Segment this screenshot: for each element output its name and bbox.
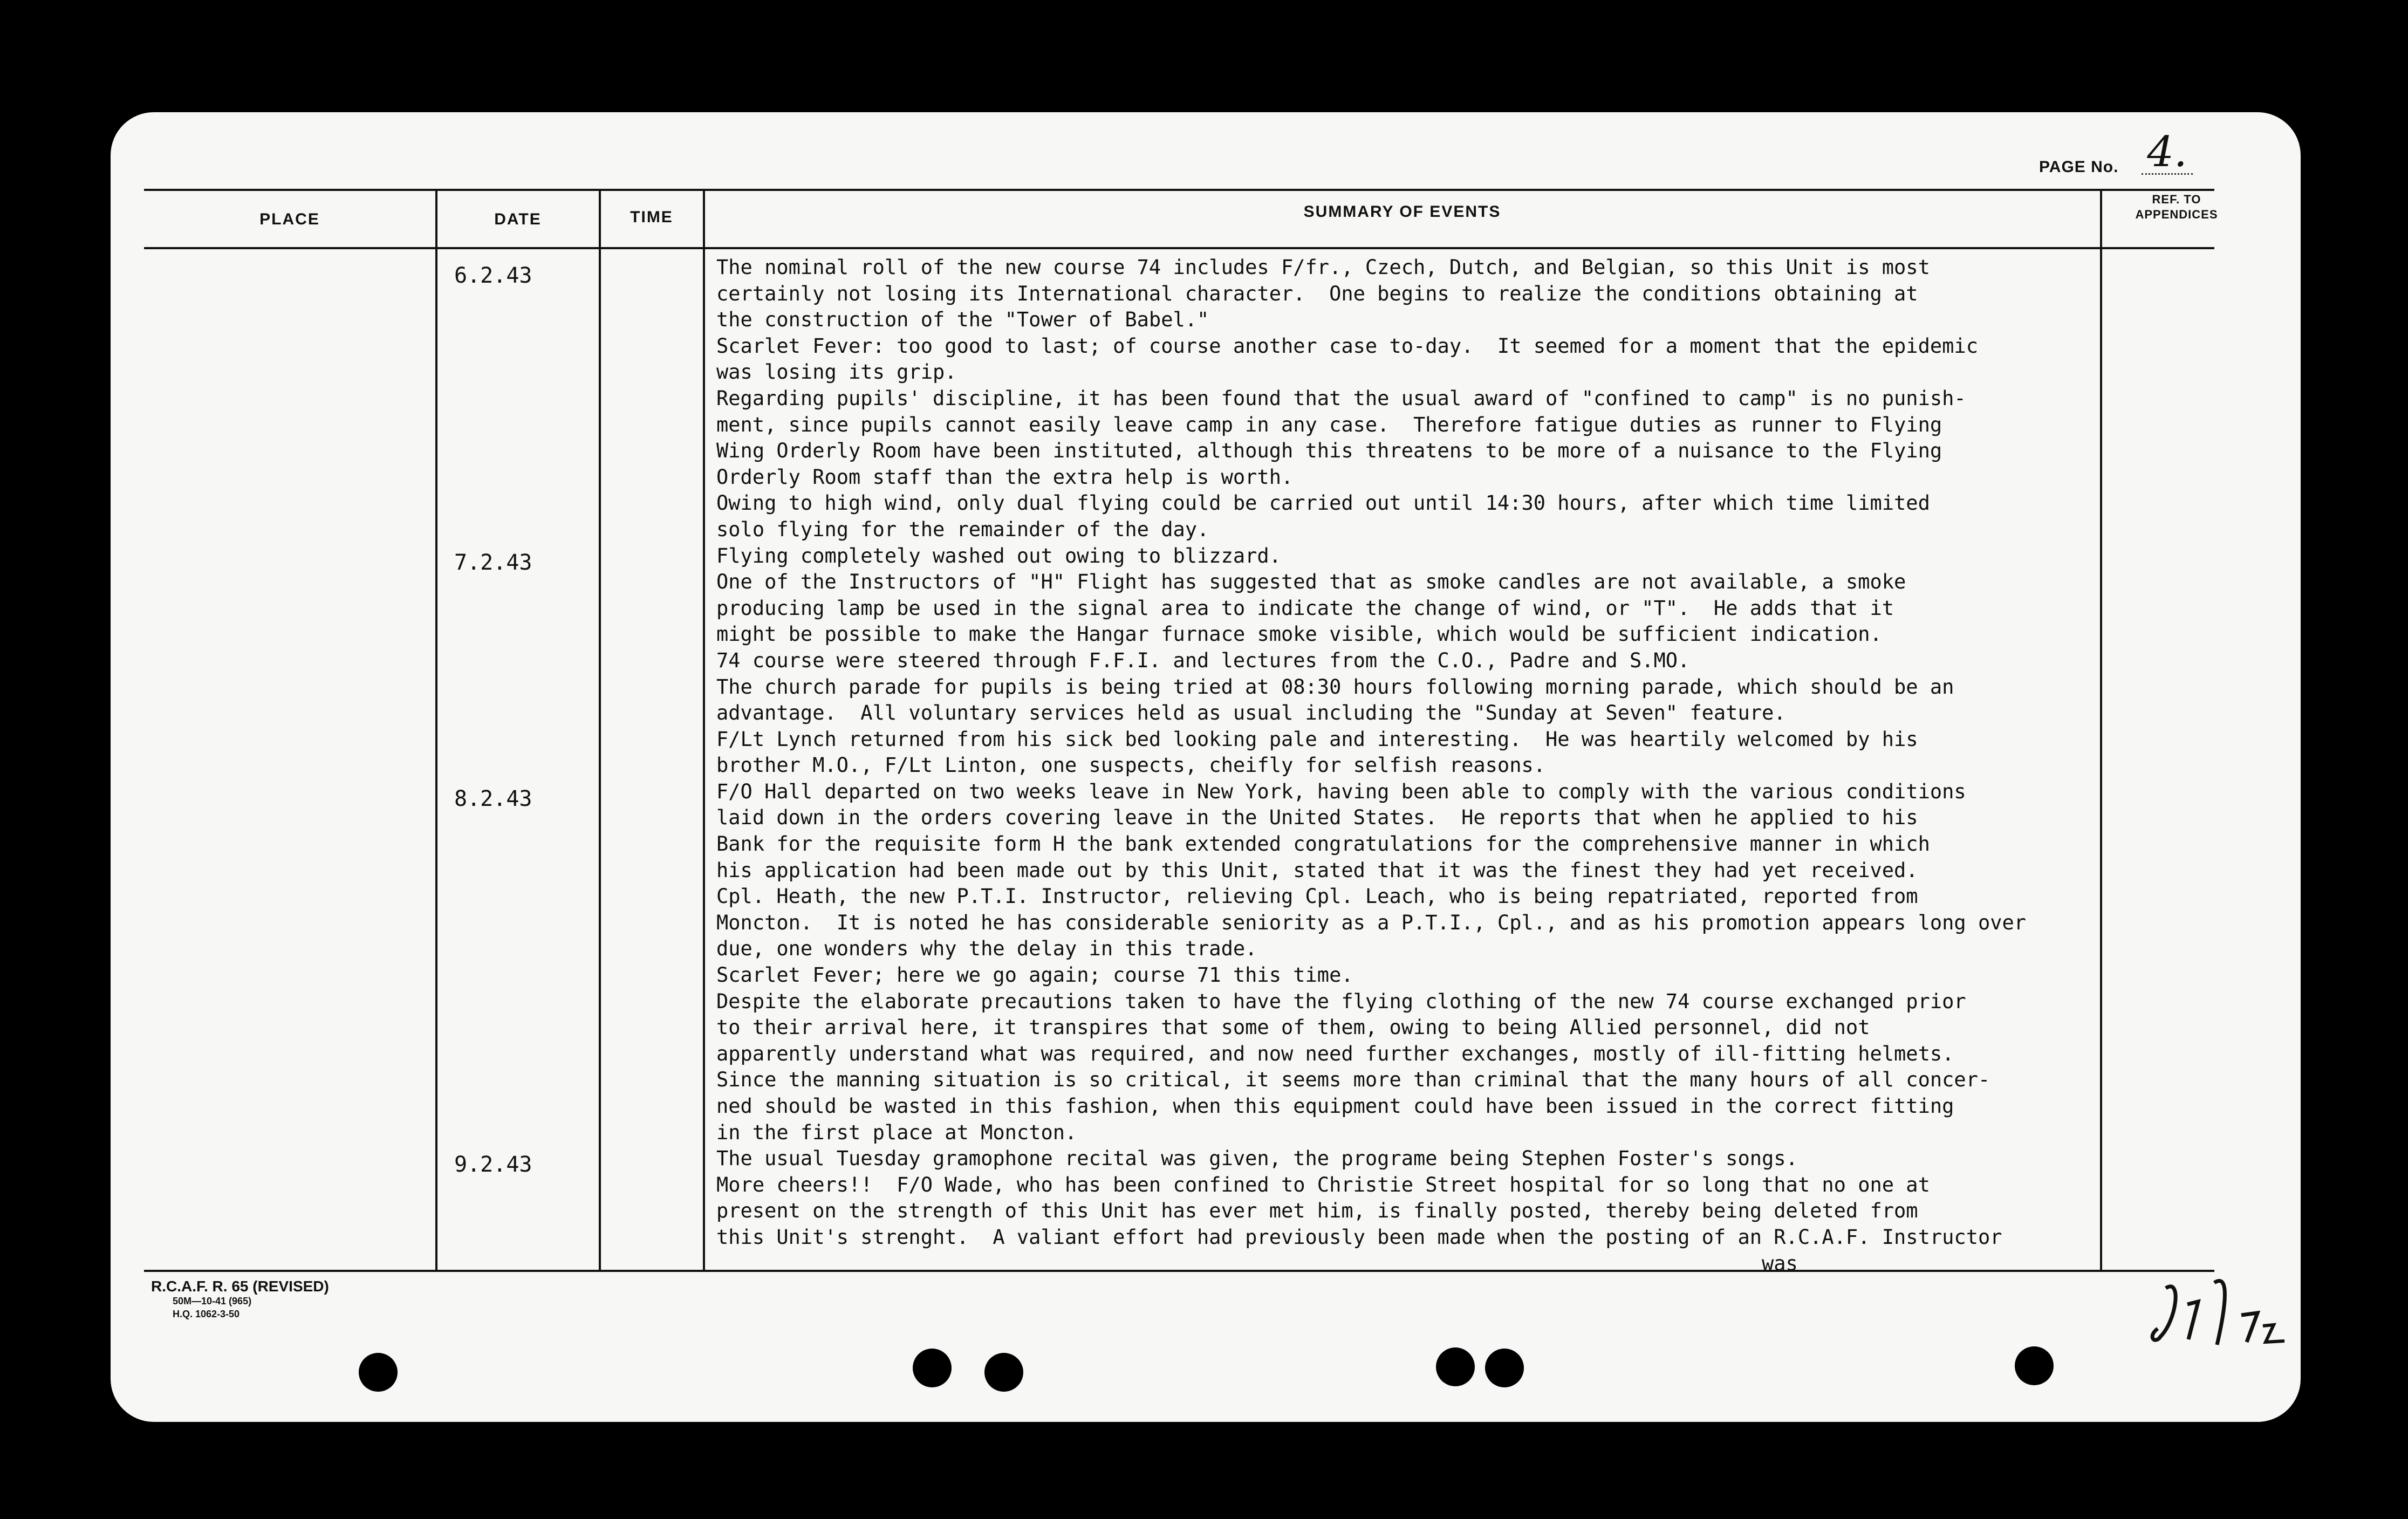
event-line: ned should be wasted in this fashion, when this equipment could have been issued in the correct fitting bbox=[716, 1094, 1954, 1118]
initials-signature-icon bbox=[2144, 1272, 2301, 1353]
event-line: brother M.O., F/Lt Linton, one suspects, cheifly for selfish reasons. bbox=[716, 754, 1546, 777]
event-line: advantage. All voluntary services held as usual including the "Sunday at Seven" feature. bbox=[716, 701, 1786, 725]
ref-appendices-header: REF. TO APPENDICES bbox=[2135, 193, 2218, 221]
summary-of-events-text bbox=[716, 255, 2259, 1277]
header-top-rule bbox=[144, 189, 2214, 191]
event-line: The usual Tuesday gramophone recital was given, the programe being Stephen Foster's songs. bbox=[716, 1147, 1798, 1171]
date-entry: 6.2.43 bbox=[454, 263, 532, 288]
summary-header: SUMMARY OF EVENTS bbox=[1303, 203, 1501, 221]
event-line: The nominal roll of the new course 74 includes F/fr., Czech, Dutch, and Belgian, so this Unit is most bbox=[716, 256, 1930, 279]
form-print-code: 50M—10-41 (965) bbox=[173, 1296, 252, 1306]
event-line: Scarlet Fever: too good to last; of course another case to-day. It seemed for a moment that the epidemic bbox=[716, 334, 1978, 358]
date-time-divider bbox=[599, 189, 601, 1271]
time-header: TIME bbox=[630, 208, 673, 226]
event-line: Scarlet Fever; here we go again; course 71 this time. bbox=[716, 963, 1353, 987]
page-number-label: PAGE No. bbox=[2039, 158, 2119, 176]
date-header: DATE bbox=[494, 210, 542, 228]
event-line: More cheers!! F/O Wade, who has been confined to Christie Street hospital for so long that no one at bbox=[716, 1173, 1930, 1196]
date-entry: 8.2.43 bbox=[454, 786, 532, 811]
event-line: in the first place at Moncton. bbox=[716, 1120, 1077, 1144]
event-line: One of the Instructors of "H" Flight has suggested that as smoke candles are not available, a smoke bbox=[716, 570, 1906, 594]
event-line: Wing Orderly Room have been instituted, although this threatens to be more of a nuisance to the Flying bbox=[716, 439, 1942, 463]
event-line: his application had been made out by this Unit, stated that it was the finest they had yet received. bbox=[716, 858, 1918, 882]
event-line: Bank for the requisite form H the bank extended congratulations for the comprehensive manner in which bbox=[716, 832, 1930, 856]
event-line: laid down in the orders covering leave in the United States. He reports that when he applied to his bbox=[716, 806, 1918, 830]
event-line: the construction of the "Tower of Babel." bbox=[716, 308, 1209, 332]
punch-hole bbox=[2015, 1346, 2054, 1385]
event-line: to their arrival here, it transpires that some of them, owing to being Allied personnel, did not bbox=[716, 1016, 1870, 1039]
handwritten-initials bbox=[2144, 1272, 2301, 1364]
event-line: was bbox=[716, 1251, 1798, 1275]
punch-hole bbox=[984, 1353, 1023, 1392]
event-line: was losing its grip. bbox=[716, 360, 957, 384]
event-line: certainly not losing its International character. One begins to realize the conditions obtaining at bbox=[716, 282, 1918, 305]
page-number-value: 4. bbox=[2142, 131, 2193, 175]
event-line: Cpl. Heath, the new P.T.I. Instructor, relieving Cpl. Leach, who is being repatriated, reported from bbox=[716, 885, 1918, 908]
punch-hole bbox=[913, 1349, 952, 1387]
punch-hole bbox=[1485, 1349, 1524, 1387]
header-bottom-rule bbox=[144, 247, 2214, 249]
place-date-divider bbox=[435, 189, 437, 1271]
event-line: F/O Hall departed on two weeks leave in New York, having been able to comply with the various conditions bbox=[716, 779, 1966, 803]
event-line: Despite the elaborate precautions taken to have the flying clothing of the new 74 course exchanged prior bbox=[716, 989, 1966, 1013]
record-card bbox=[111, 112, 2301, 1422]
date-entry: 9.2.43 bbox=[454, 1152, 532, 1177]
event-line: solo flying for the remainder of the day. bbox=[716, 517, 1209, 541]
event-line: present on the strength of this Unit has ever met him, is finally posted, thereby being deleted from bbox=[716, 1199, 1918, 1223]
event-line: this Unit's strenght. A valiant effort had previously been made when the posting of an R.C.A.F. Instructor bbox=[716, 1225, 2002, 1249]
event-line: Regarding pupils' discipline, it has been found that the usual award of "confined to camp" is no punish- bbox=[716, 386, 1966, 410]
date-entry: 7.2.43 bbox=[454, 550, 532, 575]
event-line: 74 course were steered through F.F.I. and lectures from the C.O., Padre and S.MO. bbox=[716, 648, 1690, 672]
event-line: F/Lt Lynch returned from his sick bed looking pale and interesting. He was heartily welcomed by his bbox=[716, 727, 1918, 751]
event-line: Orderly Room staff than the extra help is worth. bbox=[716, 465, 1294, 489]
event-line: might be possible to make the Hangar furnace smoke visible, which would be sufficient indication. bbox=[716, 622, 1882, 646]
form-hq-code: H.Q. 1062-3-50 bbox=[173, 1309, 240, 1319]
event-line: producing lamp be used in the signal area to indicate the change of wind, or "T". He adds that it bbox=[716, 596, 1894, 620]
punch-hole bbox=[1436, 1347, 1475, 1386]
event-line: Owing to high wind, only dual flying could be carried out until 14:30 hours, after which time limited bbox=[716, 491, 1930, 515]
event-line: ment, since pupils cannot easily leave camp in any case. Therefore fatigue duties as runner to Flying bbox=[716, 413, 1942, 436]
form-identifier bbox=[151, 1278, 329, 1320]
form-number: R.C.A.F. R. 65 (REVISED) bbox=[151, 1278, 329, 1295]
event-line: apparently understand what was required, and now need further exchanges, mostly of ill-fitting helmets. bbox=[716, 1042, 1954, 1065]
time-summary-divider bbox=[703, 189, 705, 1271]
event-line: Since the manning situation is so critical, it seems more than criminal that the many hours of all concer- bbox=[716, 1068, 1990, 1092]
event-line: The church parade for pupils is being tried at 08:30 hours following morning parade, which should be an bbox=[716, 675, 1954, 699]
event-line: Flying completely washed out owing to blizzard. bbox=[716, 544, 1281, 567]
place-header: PLACE bbox=[259, 210, 320, 228]
event-line: Moncton. It is noted he has considerable seniority as a P.T.I., Cpl., and as his promotion appears long over bbox=[716, 911, 2027, 934]
punch-hole bbox=[359, 1353, 398, 1392]
event-line: due, one wonders why the delay in this trade. bbox=[716, 937, 1257, 961]
